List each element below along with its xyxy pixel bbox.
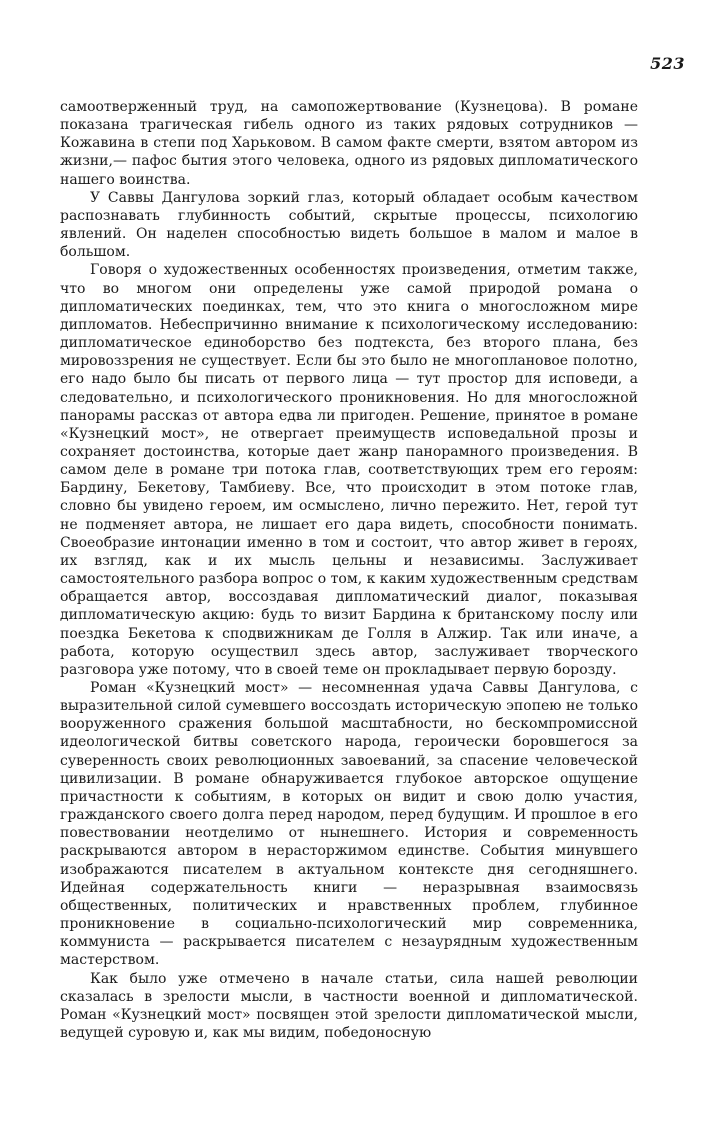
paragraph: Говоря о художественных особенностях произведения, отметим также, что во многом они определены уже самой природой романа о дипломатических поединках, тем, что это книга о многосложном мире дипломатов. Небеспричинно внимание к психологическому исследованию: дипломатическое единоборство без подтекста, без второго плана, без мировоззрения не существует. Если бы это было не многоплановое полотно, его надо было бы писать от первого лица — тут простор для исповеди, а следовательно, и психологического проникновения. Но для многосложной панорамы рассказ от автора едва ли пригоден. Решение, принятое в романе «Кузнецкий мост», не отвергает преимуществ исповедальной прозы и сохраняет достоинства, которые дает жанр панорамного произведения. В самом деле в романе три потока глав, соответствующих трем его героям: Бардину, Бекетову, Тамбиеву. Все, что происходит в этом потоке глав, словно бы увидено героем, им осмыслено, лично пережито. Нет, герой тут не подменяет автора, не лишает его дара видеть, способности понимать. Своеобразие интонации именно в том и состоит, что автор живет в героях, их взгляд, как и их мысль цельны и независимы. Заслуживает самостоятельного разбора вопрос о том, к каким художественным средствам обращается автор, воссоздавая дипломатический диалог, показывая дипломатическую акцию: будь то визит Бардина к британскому послу или поездка Бекетова к сподвижникам де Голля в Алжир. Так или иначе, а работа, которую осуществил здесь автор, заслуживает творческого разговора уже потому, что в своей теме он прокладывает первую борозду. xyxy=(60,262,638,678)
paragraph-continuation: самоотверженный труд, на самопожертвование (Кузнецова). В романе показана трагическая гибель одного из таких рядовых сотрудников — Кожавина в степи под Харьковом. В самом факте смерти, взятом автором из жизни,— пафос бытия этого человека, одного из рядовых дипломатического нашего воинства. xyxy=(60,99,638,188)
paragraph: Как было уже отмечено в начале статьи, сила нашей революции сказалась в зрелости мысли, в частности военной и дипломатической. Роман «Кузнецкий мост» посвящен этой зрелости дипломатической мысли, ведущей суровую и, как мы видим, победоносную xyxy=(60,970,638,1041)
paragraph: Роман «Кузнецкий мост» — несомненная удача Саввы Дангулова, с выразительной силой сумевшего воссоздать историческую эпопею не только вооруженного сражения большой масштабности, но бескомпромиссной идеологической битвы советского народа, героически боровшегося за суверенность своих революционных завоеваний, за спасение человеческой цивилизации. В романе обнаруживается глубокое авторское ощущение причастности к событиям, в которых он видит и свою долю участия, гражданского своего долга перед народом, перед будущим. И прошлое в его повествовании неотделимо от нынешнего. История и современность раскрываются автором в нерасторжимом единстве. События минувшего изображаются писателем в актуальном контексте дня сегодняшнего. Идейная содержательность книги — неразрывная взаимосвязь общественных, политических и нравственных проблем, глубинное проникновение в социально-психологический мир современника, коммуниста — раскрывается писателем с незаурядным художественным мастерством. xyxy=(60,680,638,969)
page-number: 523 xyxy=(650,54,685,73)
paragraph: У Саввы Дангулова зоркий глаз, который обладает особым качеством распознавать глубинность событий, скрытые процессы, психологию явлений. Он наделен способностью видеть большое в малом и малое в большом. xyxy=(60,189,638,261)
body-text xyxy=(60,98,638,1042)
